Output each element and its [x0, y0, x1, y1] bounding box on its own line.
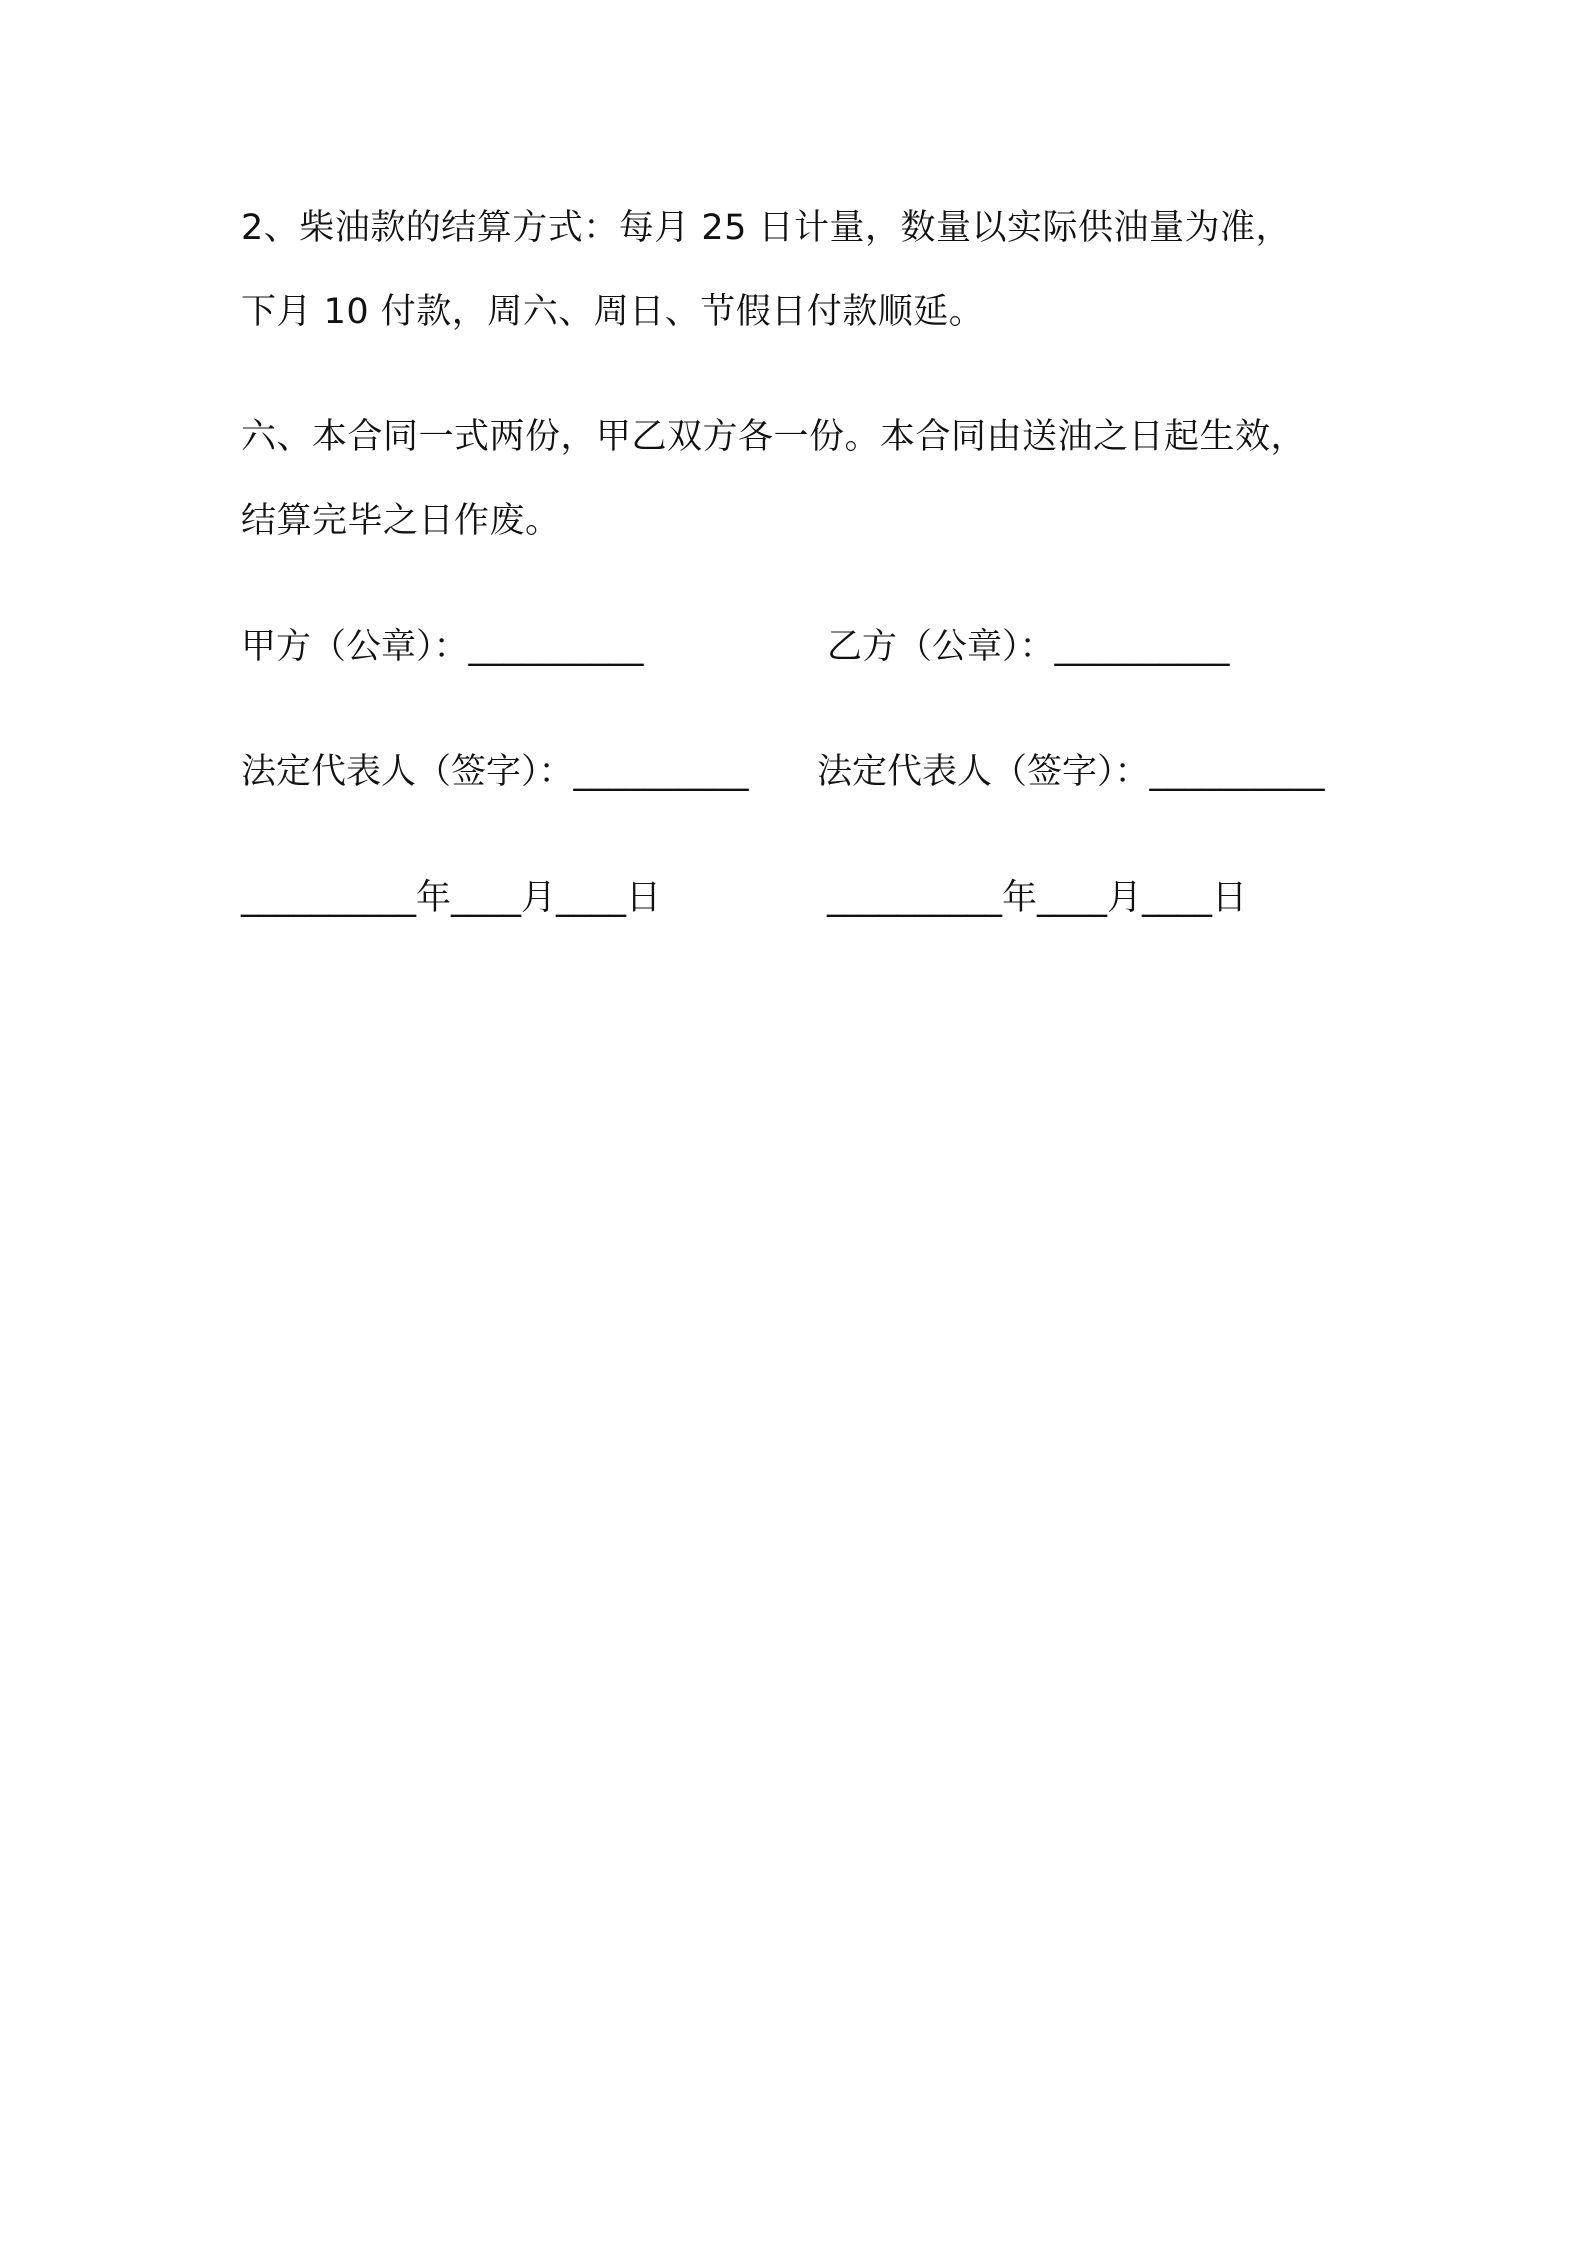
paragraph-copies-line-1: 六、本合同一式两份，甲乙双方各一份。本合同由送油之日起生效， [241, 417, 1307, 457]
signature-row-date [241, 876, 1361, 920]
party-a-representative-field: 法定代表人（签字）：__________ [241, 752, 749, 792]
signature-row-seal [241, 625, 1361, 669]
paragraph-settlement-line-1: 2、柴油款的结算方式：每月 25 日计量，数量以实际供油量为准， [241, 208, 1292, 248]
party-a-seal-field: 甲方（公章）：__________ [241, 627, 644, 667]
party-b-representative-field: 法定代表人（签字）：__________ [817, 752, 1325, 792]
party-a-date-field: __________年____月____日 [241, 878, 662, 918]
paragraph-settlement-line-2: 下月 10 付款，周六、周日、节假日付款顺延。 [241, 292, 985, 332]
signature-row-representative [241, 750, 1361, 794]
party-b-seal-field: 乙方（公章）：__________ [827, 627, 1230, 667]
party-b-date-field: __________年____月____日 [827, 878, 1248, 918]
paragraph-copies-line-2: 结算完毕之日作废。 [241, 501, 561, 541]
